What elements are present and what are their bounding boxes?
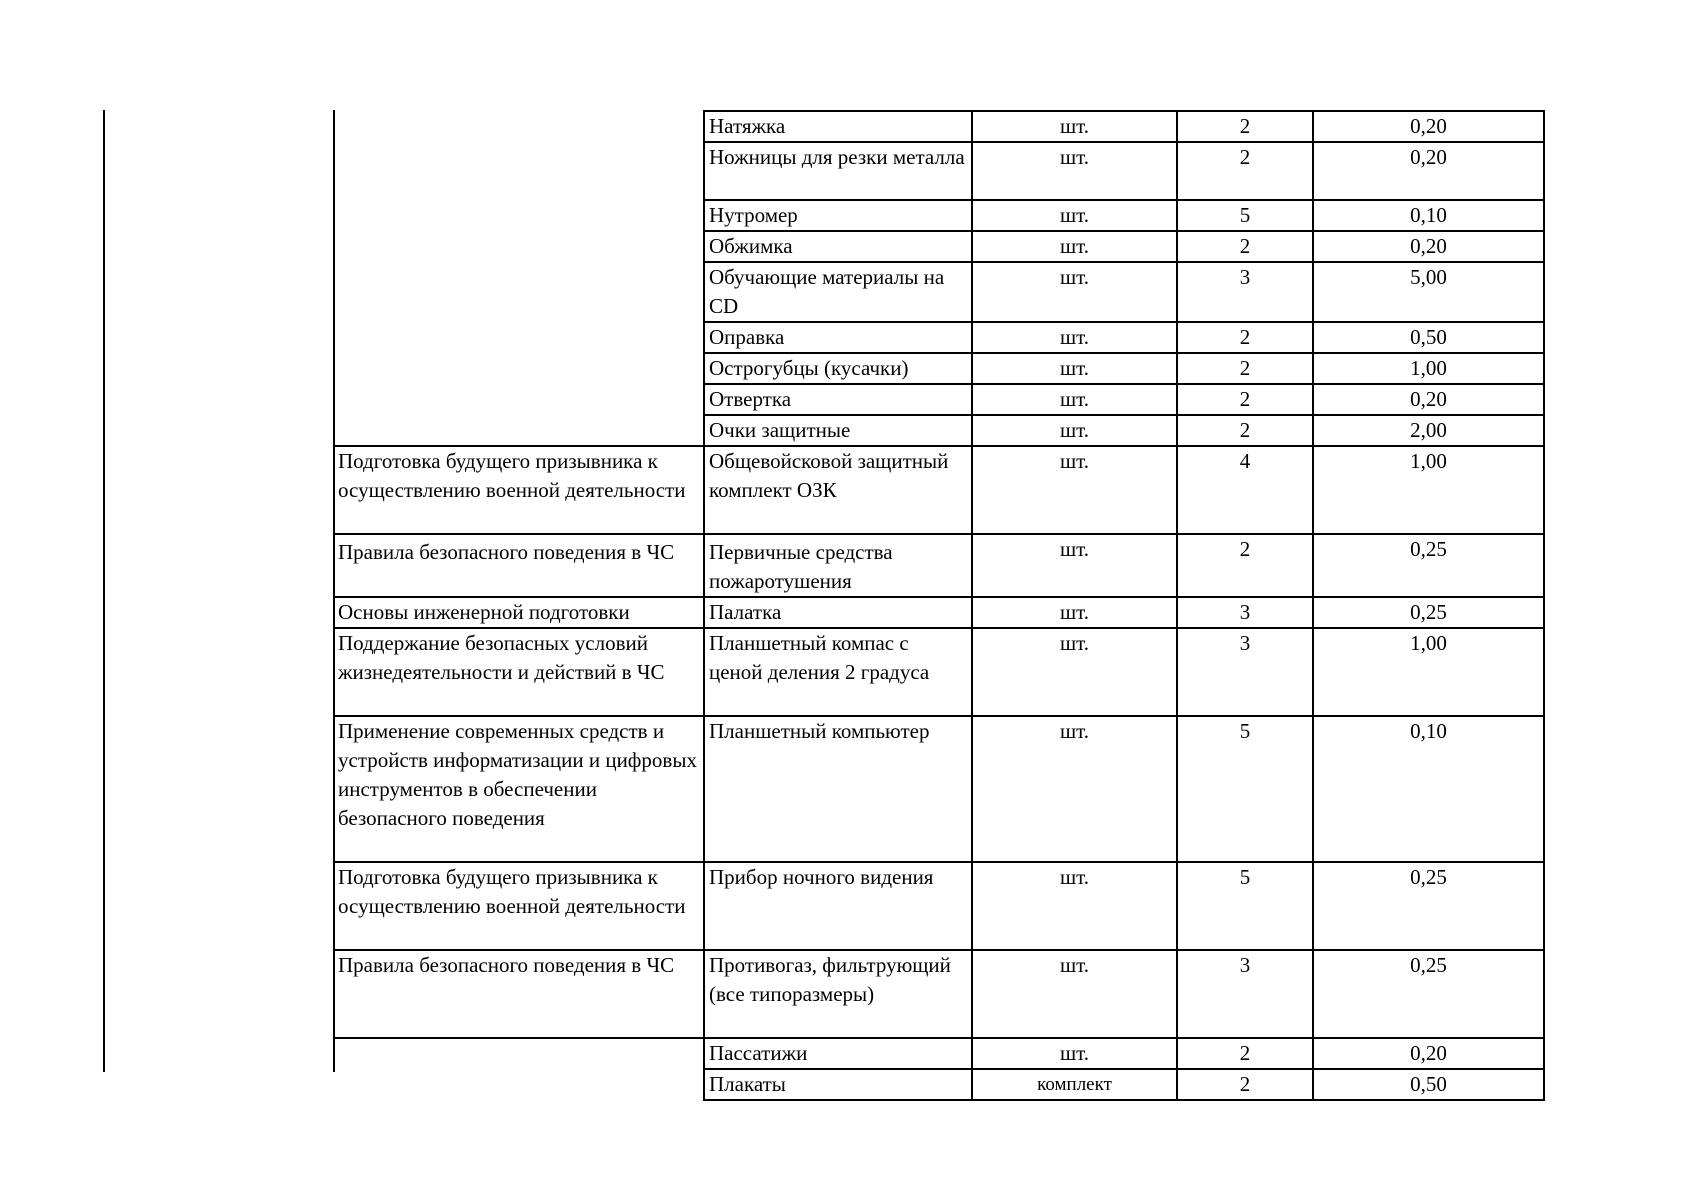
unit-cell: шт. [972,628,1177,716]
norm-cell: 0,50 [1313,1069,1544,1100]
topic-cell [334,415,704,446]
topic-cell [334,231,704,262]
norm-cell: 0,20 [1313,384,1544,415]
quantity-cell: 2 [1177,142,1313,200]
norm-cell: 0,25 [1313,950,1544,1038]
norm-cell: 0,50 [1313,322,1544,353]
quantity-cell: 2 [1177,384,1313,415]
quantity-cell: 3 [1177,262,1313,322]
item-name-cell: Отвертка [704,384,972,415]
norm-cell: 0,25 [1313,534,1544,597]
unit-cell: комплект [972,1069,1177,1100]
table-row [334,415,1544,446]
table-row [334,1038,1544,1069]
norm-cell: 1,00 [1313,353,1544,384]
unit-cell: шт. [972,262,1177,322]
item-name-cell: Палатка [704,597,972,628]
left-margin-line [103,110,105,1072]
unit-cell: шт. [972,353,1177,384]
table-row [334,628,1544,716]
unit-cell: шт. [972,716,1177,862]
item-name-cell: Планшетный компас с ценой деления 2 градуса [704,628,972,716]
quantity-cell: 5 [1177,716,1313,862]
norm-cell: 5,00 [1313,262,1544,322]
unit-cell: шт. [972,200,1177,231]
topic-cell: Правила безопасного поведения в ЧС [334,534,704,597]
quantity-cell: 2 [1177,534,1313,597]
unit-cell: шт. [972,322,1177,353]
quantity-cell: 2 [1177,1038,1313,1069]
table-row [334,597,1544,628]
item-name-cell: Натяжка [704,111,972,142]
table-row [334,231,1544,262]
quantity-cell: 5 [1177,862,1313,950]
item-name-cell: Планшетный компьютер [704,716,972,862]
unit-cell: шт. [972,384,1177,415]
quantity-cell: 2 [1177,231,1313,262]
quantity-cell: 3 [1177,950,1313,1038]
norm-cell: 1,00 [1313,446,1544,534]
quantity-cell: 3 [1177,597,1313,628]
item-name-cell: Очки защитные [704,415,972,446]
unit-cell: шт. [972,1038,1177,1069]
quantity-cell: 4 [1177,446,1313,534]
topic-cell [334,200,704,231]
unit-cell: шт. [972,446,1177,534]
unit-cell: шт. [972,950,1177,1038]
norm-cell: 0,25 [1313,597,1544,628]
table-row [334,353,1544,384]
topic-cell [334,1069,704,1100]
norm-cell: 0,10 [1313,200,1544,231]
table-row [334,111,1544,142]
table-row [334,262,1544,322]
equipment-table [334,110,1545,1101]
topic-cell [334,384,704,415]
table-row [334,384,1544,415]
item-name-cell: Общевойсковой защитный комплект ОЗК [704,446,972,534]
table-row [334,534,1544,597]
topic-cell: Правила безопасного поведения в ЧС [334,950,704,1038]
topic-cell: Применение современных средств и устройств информатизации и цифровых инструментов в обеспечении безопасного поведения [334,716,704,862]
unit-cell: шт. [972,862,1177,950]
table-row [334,446,1544,534]
topic-cell [334,1038,704,1069]
norm-cell: 0,20 [1313,1038,1544,1069]
topic-cell [334,142,704,200]
unit-cell: шт. [972,534,1177,597]
quantity-cell: 2 [1177,322,1313,353]
item-name-cell: Обжимка [704,231,972,262]
quantity-cell: 2 [1177,1069,1313,1100]
table-row [334,862,1544,950]
quantity-cell: 2 [1177,111,1313,142]
unit-cell: шт. [972,142,1177,200]
item-name-cell: Обучающие материалы на CD [704,262,972,322]
topic-cell [334,353,704,384]
table-row [334,142,1544,200]
table-row [334,716,1544,862]
topic-cell: Основы инженерной подготовки [334,597,704,628]
unit-cell: шт. [972,111,1177,142]
item-name-cell: Плакаты [704,1069,972,1100]
quantity-cell: 5 [1177,200,1313,231]
item-name-cell: Ножницы для резки металла [704,142,972,200]
quantity-cell: 3 [1177,628,1313,716]
item-name-cell: Острогубцы (кусачки) [704,353,972,384]
table-row [334,200,1544,231]
table-row [334,322,1544,353]
unit-cell: шт. [972,597,1177,628]
unit-cell: шт. [972,231,1177,262]
topic-cell [334,111,704,142]
topic-cell [334,322,704,353]
quantity-cell: 2 [1177,415,1313,446]
topic-cell: Подготовка будущего призывника к осуществлению военной деятельности [334,446,704,534]
unit-cell: шт. [972,415,1177,446]
norm-cell: 0,25 [1313,862,1544,950]
item-name-cell: Противогаз, фильтрующий (все типоразмеры) [704,950,972,1038]
norm-cell: 0,10 [1313,716,1544,862]
topic-cell: Поддержание безопасных условий жизнедеятельности и действий в ЧС [334,628,704,716]
norm-cell: 0,20 [1313,111,1544,142]
item-name-cell: Первичные средства пожаротушения [704,534,972,597]
norm-cell: 0,20 [1313,142,1544,200]
table-row [334,1069,1544,1100]
topic-cell: Подготовка будущего призывника к осуществлению военной деятельности [334,862,704,950]
norm-cell: 1,00 [1313,628,1544,716]
item-name-cell: Прибор ночного видения [704,862,972,950]
item-name-cell: Нутромер [704,200,972,231]
norm-cell: 0,20 [1313,231,1544,262]
table-row [334,950,1544,1038]
norm-cell: 2,00 [1313,415,1544,446]
item-name-cell: Оправка [704,322,972,353]
topic-cell [334,262,704,322]
item-name-cell: Пассатижи [704,1038,972,1069]
quantity-cell: 2 [1177,353,1313,384]
